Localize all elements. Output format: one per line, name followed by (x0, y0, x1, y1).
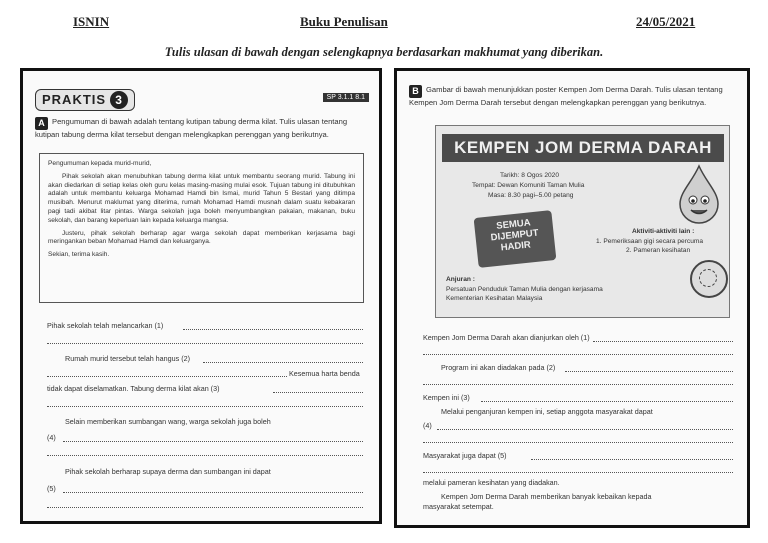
blank-4b[interactable] (47, 455, 363, 456)
blank-b5[interactable] (531, 459, 733, 460)
announcement-para2: Justeru, pihak sekolah berharap agar warga sekolah dapat memberikan kerjasama bagi meringankan beban Mohamad Hamdi dan keluarganya. (48, 229, 355, 246)
poster-time: Masa: 8.30 pagi–5.00 petang (488, 192, 574, 199)
blank-5b[interactable] (47, 507, 363, 508)
blank-2[interactable] (203, 362, 363, 363)
header-day: ISNIN (73, 14, 110, 29)
blank-b3[interactable] (481, 401, 733, 402)
instruction: Tulis ulasan di bawah dengan selengkapnya berdasarkan makhumat yang diberikan. (164, 45, 604, 59)
announcement-para1: Pihak sekolah akan menubuhkan tabung derma kilat untuk membantu seorang murid. Tabung ini akan diedarkan di setiap kelas oleh guru kelas masing-masing mulai esok. Tujuan tabung ini ditubuhkan adalah untuk membantu keluarga Mohamad Hamdi bin Ismai, murid Tahun 5 Bestari yang ditimpa musibah. Menurut maklumat yang diterima, rumah Mohamad Hamdi musnah dalam suatu kebakaran pagi tadi akibat litar pintas. Warga sekolah juga boleh menyumbangkan pakaian, makanan, buku sekolah, dan barang keperluan lain kepada keluarga mangsa. (48, 172, 355, 224)
answer-b-line-1: Kempen Jom Derma Darah akan dianjurkan oleh (1) (423, 333, 590, 342)
poster-organizer-1: Persatuan Penduduk Taman Mulia dengan kerjasama (446, 286, 603, 293)
blank-4[interactable] (63, 441, 363, 442)
answer-line-4-num: (4) (47, 433, 56, 442)
worksheet-right (394, 68, 750, 528)
answer-b-line-6: Kempen Jom Derma Darah memberikan banyak kebaikan kepada (441, 492, 652, 501)
answer-line-1: Pihak sekolah telah melancarkan (1) (47, 321, 164, 330)
poster-organizer-2: Kementerian Kesihatan Malaysia (446, 295, 543, 302)
answer-b-line-3: Kempen ini (3) (423, 393, 470, 402)
answer-b-line-4-num: (4) (423, 421, 432, 430)
blank-b1[interactable] (593, 341, 733, 342)
answer-b-line-6-cont: masyarakat setempat. (423, 502, 494, 511)
poster-activity-1: 1. Pemeriksaan gigi secara percuma (596, 238, 704, 245)
blank-1b[interactable] (47, 343, 363, 344)
question-a-marker: A (35, 117, 48, 130)
blank-b5b[interactable] (423, 472, 733, 473)
answer-b-line-2: Program ini akan diadakan pada (2) (441, 363, 556, 372)
worksheet-left (20, 68, 382, 524)
header-title: Buku Penulisan (300, 14, 388, 29)
answer-line-5-num: (5) (47, 484, 56, 493)
poster-title: KEMPEN JOM DERMA DARAH (442, 134, 724, 162)
poster-activity-2: 2. Pameran kesihatan (626, 247, 691, 254)
blank-5[interactable] (63, 492, 363, 493)
blank-1[interactable] (183, 329, 363, 330)
poster-organizer-title: Anjuran : (446, 276, 475, 283)
answer-line-4: Selain memberikan sumbangan wang, warga sekolah juga boleh (65, 417, 271, 426)
praktis-number: 3 (110, 91, 128, 109)
ministry-seal-icon (690, 260, 728, 298)
announcement-closing: Sekian, terima kasih. (48, 251, 110, 259)
blank-b4b[interactable] (423, 442, 733, 443)
blank-3b[interactable] (47, 406, 363, 407)
question-a: A Pengumuman di bawah adalah tentang kutipan tabung derma kilat. Tulis ulasan tentang kutipan tabung derma kilat tersebut dengan melengkapkan perenggan yang berikutnya. (35, 117, 348, 139)
answer-line-5: Pihak sekolah berharap supaya derma dan sumbangan ini dapat (65, 467, 271, 476)
poster-venue: Tempat: Dewan Komuniti Taman Mulia (472, 182, 585, 189)
answer-b-line-5-cont: melalui pameran kesihatan yang diadakan. (423, 478, 560, 487)
poster-activities-title: Aktiviti-aktiviti lain : (632, 228, 695, 235)
poster-badge: SEMUA DIJEMPUT HADIR (474, 210, 557, 268)
blank-2b[interactable] (47, 376, 287, 377)
question-b-marker: B (409, 85, 422, 98)
blank-b4[interactable] (437, 429, 733, 430)
praktis-label: PRAKTIS 3 (35, 89, 135, 111)
blank-3[interactable] (273, 392, 363, 393)
sp-code: SP 3.1.1 8.1 (323, 93, 369, 102)
header-date: 24/05/2021 (636, 14, 696, 29)
blank-b1b[interactable] (423, 354, 733, 355)
question-b: B Gambar di bawah menunjukkan poster Kempen Jom Derma Darah. Tulis ulasan tentang Kempen Jom Derma Darah tersebut dengan melengkapkan perenggan yang berikutnya. (409, 85, 723, 107)
answer-line-2-cont: Kesemua harta benda (289, 369, 360, 378)
answer-line-2: Rumah murid tersebut telah hangus (2) (65, 354, 191, 363)
announcement-greeting: Pengumuman kepada murid-murid, (48, 160, 152, 167)
blank-b2b[interactable] (423, 384, 733, 385)
answer-line-3: tidak dapat diselamatkan. Tabung derma kilat akan (3) (47, 384, 220, 393)
announcement-box (39, 153, 364, 303)
blood-drop-mascot-icon (676, 164, 722, 224)
answer-b-line-4: Melalui penganjuran kempen ini, setiap anggota masyarakat dapat (441, 407, 653, 416)
blood-donation-poster (435, 125, 730, 318)
poster-date: Tarikh: 8 Ogos 2020 (500, 172, 560, 179)
answer-b-line-5: Masyarakat juga dapat (5) (423, 451, 507, 460)
blank-b2[interactable] (565, 371, 733, 372)
